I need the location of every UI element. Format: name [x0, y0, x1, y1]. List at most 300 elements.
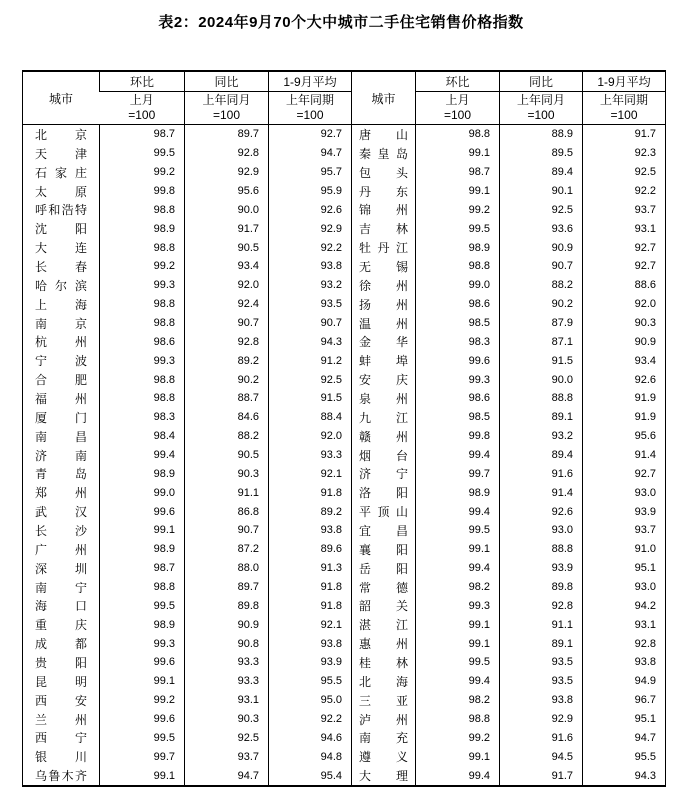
header-mom-base-line2: =100 [128, 108, 156, 122]
header-avg-right: 1-9月平均 [583, 71, 666, 92]
avg-cell: 92.1 [269, 464, 352, 483]
yoy-cell: 94.7 [185, 766, 269, 786]
city-cell: 郑州 [35, 486, 87, 501]
city-cell: 太原 [35, 184, 87, 199]
mom-cell: 99.1 [416, 634, 500, 653]
mom-cell: 99.5 [100, 596, 185, 615]
avg-cell: 91.4 [583, 446, 666, 465]
yoy-cell: 93.1 [185, 691, 269, 710]
table-row [23, 370, 666, 389]
table-row [23, 747, 666, 766]
yoy-cell: 90.7 [500, 257, 583, 276]
city-cell: 包头 [352, 163, 416, 182]
city-cell: 烟台 [352, 446, 416, 465]
city-cell: 南京 [35, 316, 87, 331]
yoy-cell: 91.7 [185, 219, 269, 238]
mom-cell: 98.8 [100, 200, 185, 219]
table-row [23, 276, 666, 295]
header-mom-base-line1: 上月 [129, 93, 154, 107]
mom-cell: 99.2 [100, 691, 185, 710]
table-row [23, 615, 666, 634]
mom-cell: 98.8 [100, 578, 185, 597]
city-cell: 贵阳 [35, 655, 87, 670]
city-cell: 上海 [35, 297, 87, 312]
table-header [23, 71, 666, 125]
avg-cell: 91.7 [583, 125, 666, 144]
table-title: 表2：2024年9月70个大中城市二手住宅销售价格指数 [158, 14, 524, 31]
mom-cell: 99.3 [416, 596, 500, 615]
mom-cell: 99.3 [100, 634, 185, 653]
city-cell: 银川 [35, 750, 87, 765]
avg-cell: 92.2 [583, 182, 666, 201]
price-index-table [22, 70, 666, 787]
table-row [23, 144, 666, 163]
yoy-cell: 93.5 [500, 653, 583, 672]
avg-cell: 90.3 [583, 314, 666, 333]
header-yoy-base-line2: =100 [212, 108, 241, 122]
header-row-sub [23, 92, 666, 125]
mom-cell: 98.6 [100, 332, 185, 351]
yoy-cell: 88.2 [500, 276, 583, 295]
mom-cell: 98.7 [100, 559, 185, 578]
mom-cell: 99.6 [100, 502, 185, 521]
avg-cell: 92.2 [269, 238, 352, 257]
mom-cell: 99.5 [416, 219, 500, 238]
table-row [23, 389, 666, 408]
yoy-cell: 90.0 [500, 370, 583, 389]
city-cell: 武汉 [35, 505, 87, 520]
yoy-cell: 91.6 [500, 464, 583, 483]
avg-cell: 91.3 [269, 559, 352, 578]
avg-cell: 91.8 [269, 578, 352, 597]
table-row [23, 596, 666, 615]
mom-cell: 99.6 [100, 653, 185, 672]
city-cell: 呼和浩特 [35, 203, 87, 218]
city-cell: 昆明 [35, 674, 87, 689]
yoy-cell: 93.6 [500, 219, 583, 238]
table-row [23, 710, 666, 729]
table-row [23, 634, 666, 653]
mom-cell: 99.1 [100, 672, 185, 691]
mom-cell: 99.3 [100, 351, 185, 370]
city-cell: 重庆 [35, 618, 87, 633]
yoy-cell: 89.1 [500, 408, 583, 427]
yoy-cell: 90.2 [500, 295, 583, 314]
yoy-cell: 89.7 [185, 578, 269, 597]
yoy-cell: 90.9 [500, 238, 583, 257]
yoy-cell: 91.6 [500, 729, 583, 748]
header-avg-base-left [269, 92, 352, 125]
city-cell: 北京 [35, 127, 87, 142]
city-cell: 长春 [35, 259, 87, 274]
city-cell: 泸州 [352, 710, 416, 729]
avg-cell: 94.7 [269, 144, 352, 163]
avg-cell: 93.1 [583, 219, 666, 238]
city-cell: 岳阳 [352, 559, 416, 578]
mom-cell: 98.9 [416, 483, 500, 502]
yoy-cell: 90.7 [185, 314, 269, 333]
yoy-cell: 89.4 [500, 446, 583, 465]
mom-cell: 99.1 [416, 615, 500, 634]
avg-cell: 92.2 [269, 710, 352, 729]
city-cell: 哈尔滨 [35, 278, 87, 293]
avg-cell: 93.8 [269, 634, 352, 653]
city-cell: 乌鲁木齐 [35, 769, 87, 784]
avg-cell: 92.7 [583, 464, 666, 483]
mom-cell: 98.3 [100, 408, 185, 427]
avg-cell: 89.2 [269, 502, 352, 521]
yoy-cell: 90.3 [185, 464, 269, 483]
yoy-cell: 92.0 [185, 276, 269, 295]
yoy-cell: 86.8 [185, 502, 269, 521]
header-yoy-left: 同比 [185, 71, 269, 92]
mom-cell: 99.1 [416, 747, 500, 766]
table-row [23, 427, 666, 446]
yoy-cell: 88.9 [500, 125, 583, 144]
city-cell: 海口 [35, 599, 87, 614]
mom-cell: 99.3 [100, 276, 185, 295]
avg-cell: 92.7 [269, 125, 352, 144]
mom-cell: 99.2 [416, 729, 500, 748]
mom-cell: 99.1 [416, 144, 500, 163]
header-yoy-base-line1: 上年同月 [202, 93, 251, 107]
yoy-cell: 88.8 [500, 389, 583, 408]
table-row [23, 295, 666, 314]
table-row [23, 502, 666, 521]
city-cell: 金华 [352, 332, 416, 351]
yoy-cell: 92.9 [500, 710, 583, 729]
city-cell: 南昌 [35, 429, 87, 444]
mom-cell: 98.4 [100, 427, 185, 446]
avg-cell: 90.7 [269, 314, 352, 333]
avg-cell: 92.9 [269, 219, 352, 238]
table-row [23, 766, 666, 786]
city-cell: 石家庄 [35, 165, 87, 180]
city-cell: 扬州 [352, 295, 416, 314]
table-row [23, 163, 666, 182]
yoy-cell: 93.7 [185, 747, 269, 766]
avg-cell: 91.0 [583, 540, 666, 559]
mom-cell: 98.9 [416, 238, 500, 257]
avg-cell: 92.7 [583, 257, 666, 276]
mom-cell: 98.7 [416, 163, 500, 182]
table-row [23, 653, 666, 672]
header-city-left: 城市 [23, 71, 100, 125]
city-cell: 青岛 [35, 467, 87, 482]
yoy-cell: 88.7 [185, 389, 269, 408]
avg-cell: 89.6 [269, 540, 352, 559]
yoy-cell: 91.1 [185, 483, 269, 502]
avg-cell: 91.9 [583, 408, 666, 427]
avg-cell: 91.2 [269, 351, 352, 370]
city-cell: 平顶山 [352, 502, 416, 521]
avg-cell: 91.8 [269, 483, 352, 502]
header-yoy-base-line2: =100 [527, 108, 555, 122]
yoy-cell: 92.8 [185, 332, 269, 351]
table-body [23, 125, 666, 787]
city-cell: 常德 [352, 578, 416, 597]
mom-cell: 98.9 [100, 615, 185, 634]
mom-cell: 98.3 [416, 332, 500, 351]
mom-cell: 99.4 [416, 446, 500, 465]
avg-cell: 92.5 [269, 370, 352, 389]
city-cell: 济南 [35, 448, 87, 463]
mom-cell: 99.2 [100, 163, 185, 182]
avg-cell: 88.4 [269, 408, 352, 427]
table-row [23, 729, 666, 748]
city-cell: 沈阳 [35, 222, 87, 237]
header-avg-base-line1: 上年同期 [285, 93, 334, 107]
header-city-right: 城市 [352, 71, 416, 125]
mom-cell: 99.6 [100, 710, 185, 729]
avg-cell: 93.0 [583, 578, 666, 597]
table-row [23, 125, 666, 144]
city-cell: 深圳 [35, 561, 87, 576]
table-row [23, 559, 666, 578]
table-row [23, 521, 666, 540]
city-cell: 成都 [35, 637, 87, 652]
city-cell: 湛江 [352, 615, 416, 634]
city-cell: 安庆 [352, 370, 416, 389]
yoy-cell: 89.8 [185, 596, 269, 615]
mom-cell: 98.7 [100, 125, 185, 144]
city-cell: 九江 [352, 408, 416, 427]
city-cell: 天津 [35, 146, 87, 161]
city-cell: 北海 [352, 672, 416, 691]
avg-cell: 92.3 [583, 144, 666, 163]
city-cell: 厦门 [35, 410, 87, 425]
mom-cell: 98.8 [100, 389, 185, 408]
mom-cell: 99.8 [100, 182, 185, 201]
avg-cell: 94.3 [269, 332, 352, 351]
yoy-cell: 92.8 [185, 144, 269, 163]
city-cell: 洛阳 [352, 483, 416, 502]
avg-cell: 94.7 [583, 729, 666, 748]
mom-cell: 98.9 [100, 540, 185, 559]
yoy-cell: 92.5 [500, 200, 583, 219]
yoy-cell: 91.4 [500, 483, 583, 502]
table-row [23, 464, 666, 483]
avg-cell: 95.6 [583, 427, 666, 446]
city-cell: 牡丹江 [352, 238, 416, 257]
avg-cell: 95.1 [583, 559, 666, 578]
mom-cell: 99.5 [100, 144, 185, 163]
avg-cell: 94.3 [583, 766, 666, 786]
mom-cell: 99.1 [416, 540, 500, 559]
mom-cell: 98.2 [416, 691, 500, 710]
header-mom-base-left [100, 92, 185, 125]
mom-cell: 99.0 [100, 483, 185, 502]
yoy-cell: 89.2 [185, 351, 269, 370]
mom-cell: 99.7 [416, 464, 500, 483]
mom-cell: 98.9 [100, 219, 185, 238]
avg-cell: 95.1 [583, 710, 666, 729]
table-row [23, 314, 666, 333]
city-cell: 赣州 [352, 427, 416, 446]
city-cell: 秦皇岛 [352, 144, 416, 163]
mom-cell: 98.5 [416, 408, 500, 427]
avg-cell: 94.2 [583, 596, 666, 615]
mom-cell: 98.8 [416, 125, 500, 144]
mom-cell: 99.4 [416, 672, 500, 691]
mom-cell: 99.1 [100, 766, 185, 786]
city-cell: 大连 [35, 241, 87, 256]
header-avg-base-line2: =100 [296, 108, 324, 122]
city-cell: 泉州 [352, 389, 416, 408]
city-cell: 锦州 [352, 200, 416, 219]
yoy-cell: 90.5 [185, 446, 269, 465]
city-cell: 遵义 [352, 747, 416, 766]
avg-cell: 94.8 [269, 747, 352, 766]
header-mom-base-right [416, 92, 500, 125]
yoy-cell: 92.8 [500, 596, 583, 615]
city-cell: 南宁 [35, 580, 87, 595]
mom-cell: 99.4 [100, 446, 185, 465]
yoy-cell: 84.6 [185, 408, 269, 427]
yoy-cell: 89.5 [500, 144, 583, 163]
avg-cell: 93.9 [269, 653, 352, 672]
avg-cell: 88.6 [583, 276, 666, 295]
yoy-cell: 89.7 [185, 125, 269, 144]
city-cell: 济宁 [352, 464, 416, 483]
table-row [23, 540, 666, 559]
header-mom-right: 环比 [416, 71, 500, 92]
table-row [23, 257, 666, 276]
yoy-cell: 90.9 [185, 615, 269, 634]
avg-cell: 93.4 [583, 351, 666, 370]
avg-cell: 93.8 [269, 521, 352, 540]
yoy-cell: 87.9 [500, 314, 583, 333]
avg-cell: 93.8 [269, 257, 352, 276]
city-cell: 杭州 [35, 335, 87, 350]
table-row [23, 672, 666, 691]
mom-cell: 99.8 [416, 427, 500, 446]
city-cell: 无锡 [352, 257, 416, 276]
city-cell: 桂林 [352, 653, 416, 672]
city-cell: 三亚 [352, 691, 416, 710]
table-row [23, 182, 666, 201]
mom-cell: 99.7 [100, 747, 185, 766]
yoy-cell: 88.0 [185, 559, 269, 578]
avg-cell: 94.6 [269, 729, 352, 748]
avg-cell: 93.9 [583, 502, 666, 521]
header-avg-left: 1-9月平均 [269, 71, 352, 92]
mom-cell: 99.4 [416, 502, 500, 521]
mom-cell: 99.0 [416, 276, 500, 295]
table-row [23, 446, 666, 465]
yoy-cell: 88.2 [185, 427, 269, 446]
mom-cell: 98.8 [100, 314, 185, 333]
yoy-cell: 90.0 [185, 200, 269, 219]
city-cell: 韶关 [352, 596, 416, 615]
mom-cell: 98.8 [416, 257, 500, 276]
mom-cell: 98.8 [100, 238, 185, 257]
header-yoy-base-line1: 上年同月 [516, 93, 565, 107]
table-row [23, 351, 666, 370]
yoy-cell: 93.0 [500, 521, 583, 540]
city-cell: 襄阳 [352, 540, 416, 559]
city-cell: 宜昌 [352, 521, 416, 540]
avg-cell: 93.2 [269, 276, 352, 295]
yoy-cell: 87.1 [500, 332, 583, 351]
avg-cell: 91.5 [269, 389, 352, 408]
header-yoy-base-right [500, 92, 583, 125]
header-mom-base-line1: 上月 [445, 93, 470, 107]
avg-cell: 96.7 [583, 691, 666, 710]
avg-cell: 95.9 [269, 182, 352, 201]
city-cell: 长沙 [35, 523, 87, 538]
city-cell: 惠州 [352, 634, 416, 653]
header-row-top [23, 71, 666, 92]
city-cell: 福州 [35, 391, 87, 406]
city-cell: 温州 [352, 314, 416, 333]
avg-cell: 95.4 [269, 766, 352, 786]
yoy-cell: 93.8 [500, 691, 583, 710]
city-cell: 宁波 [35, 354, 87, 369]
yoy-cell: 89.8 [500, 578, 583, 597]
table-row [23, 578, 666, 597]
yoy-cell: 90.3 [185, 710, 269, 729]
avg-cell: 93.3 [269, 446, 352, 465]
yoy-cell: 92.9 [185, 163, 269, 182]
avg-cell: 92.6 [583, 370, 666, 389]
yoy-cell: 93.3 [185, 672, 269, 691]
avg-cell: 91.9 [583, 389, 666, 408]
header-mom-base-line2: =100 [443, 108, 472, 122]
table-row [23, 483, 666, 502]
mom-cell: 98.8 [416, 710, 500, 729]
city-cell: 西安 [35, 693, 87, 708]
yoy-cell: 91.1 [500, 615, 583, 634]
header-yoy-right: 同比 [500, 71, 583, 92]
avg-cell: 93.8 [583, 653, 666, 672]
avg-cell: 93.0 [583, 483, 666, 502]
city-cell: 大理 [352, 766, 416, 786]
yoy-cell: 90.8 [185, 634, 269, 653]
avg-cell: 93.7 [583, 200, 666, 219]
avg-cell: 92.0 [583, 295, 666, 314]
yoy-cell: 92.5 [185, 729, 269, 748]
yoy-cell: 90.7 [185, 521, 269, 540]
mom-cell: 98.2 [416, 578, 500, 597]
avg-cell: 92.7 [583, 238, 666, 257]
mom-cell: 98.8 [100, 370, 185, 389]
mom-cell: 99.2 [416, 200, 500, 219]
avg-cell: 94.9 [583, 672, 666, 691]
table-row [23, 200, 666, 219]
city-cell: 吉林 [352, 219, 416, 238]
avg-cell: 95.5 [583, 747, 666, 766]
mom-cell: 98.6 [416, 389, 500, 408]
mom-cell: 98.9 [100, 464, 185, 483]
yoy-cell: 92.4 [185, 295, 269, 314]
yoy-cell: 90.5 [185, 238, 269, 257]
table-row [23, 691, 666, 710]
city-cell: 唐山 [352, 125, 416, 144]
mom-cell: 99.5 [416, 653, 500, 672]
city-cell: 兰州 [35, 712, 87, 727]
yoy-cell: 90.1 [500, 182, 583, 201]
avg-cell: 95.7 [269, 163, 352, 182]
avg-cell: 95.0 [269, 691, 352, 710]
yoy-cell: 88.8 [500, 540, 583, 559]
mom-cell: 99.1 [416, 182, 500, 201]
mom-cell: 99.4 [416, 766, 500, 786]
table-row [23, 238, 666, 257]
mom-cell: 99.3 [416, 370, 500, 389]
mom-cell: 99.5 [416, 521, 500, 540]
city-cell: 徐州 [352, 276, 416, 295]
